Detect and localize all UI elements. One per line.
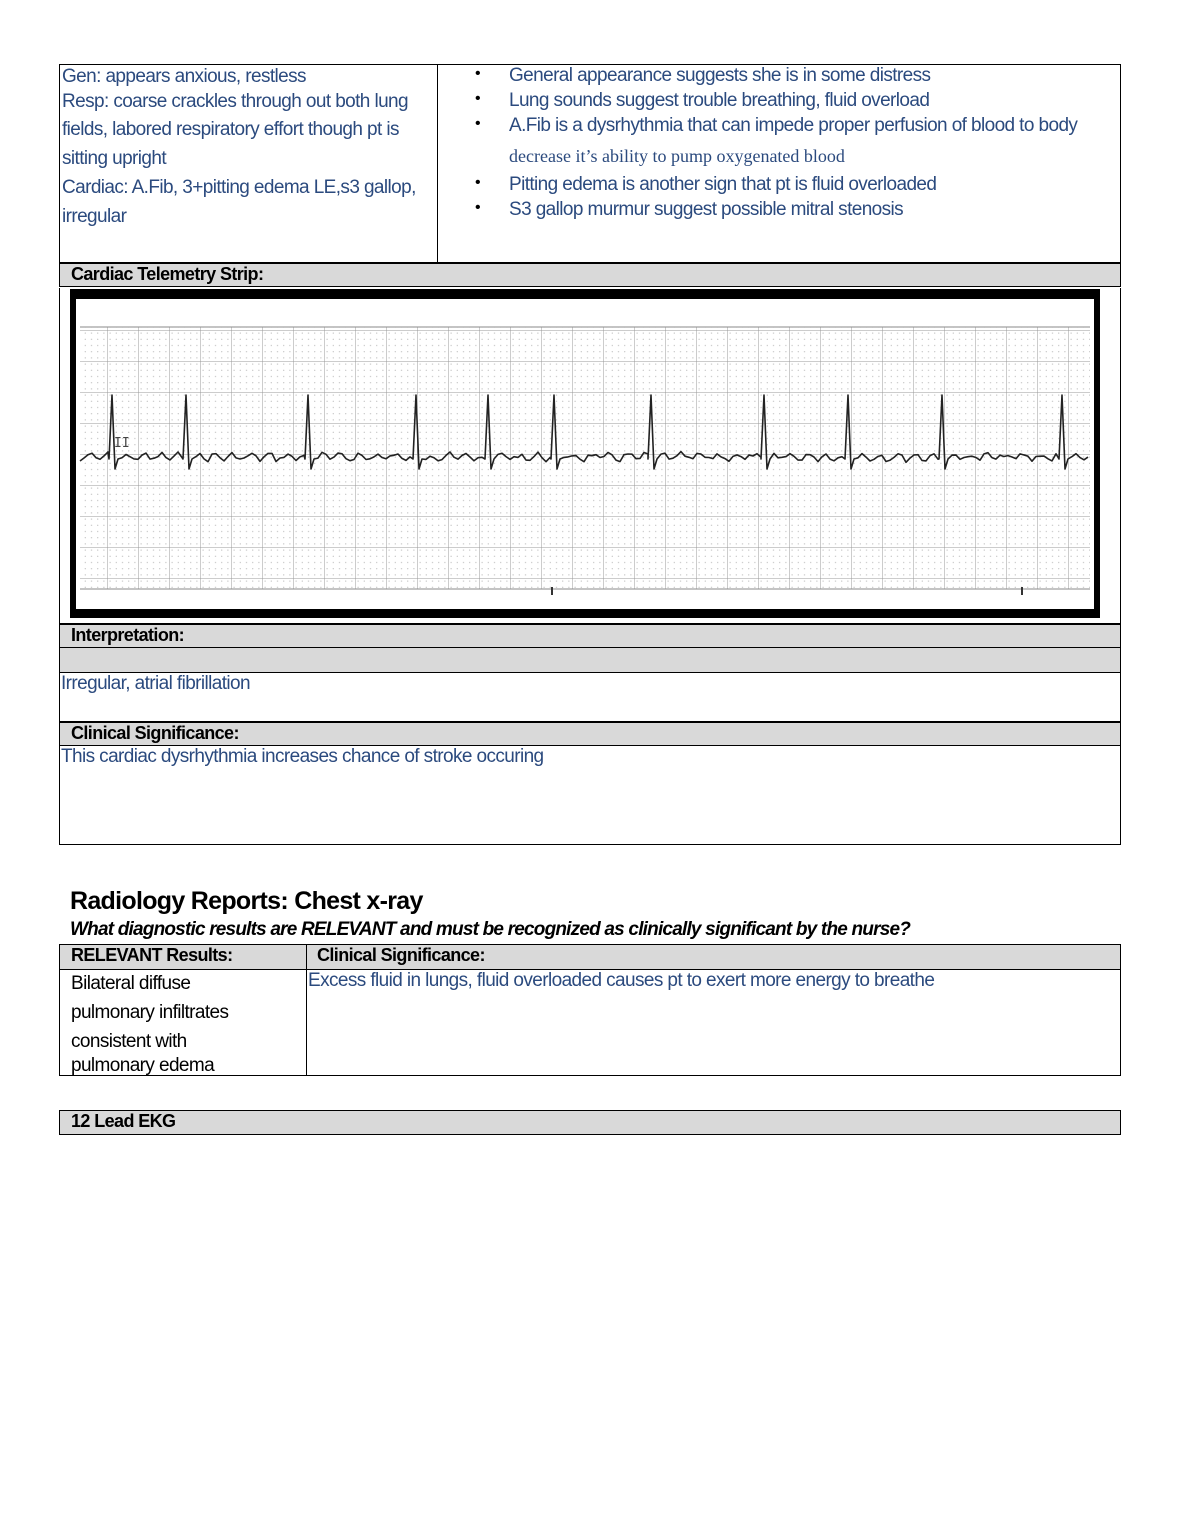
ecg-strip-svg xyxy=(76,299,1094,609)
column-divider xyxy=(306,945,307,1075)
clinical-significance-text: This cardiac dysrhythmia increases chance of stroke occuring xyxy=(61,746,544,767)
interpretation-text: Irregular, atrial fibrillation xyxy=(61,673,250,694)
result-line: pulmonary edema xyxy=(71,1055,215,1076)
finding-cardiac: Cardiac: A.Fib, 3+pitting edema LE,s3 gallop, xyxy=(62,177,416,198)
col-relevant-results: RELEVANT Results: xyxy=(71,945,233,965)
finding-cardiac-cont: irregular xyxy=(62,206,127,227)
result-line: pulmonary infiltrates xyxy=(71,1002,229,1023)
assessment-findings xyxy=(60,65,438,262)
result-line: Bilateral diffuse xyxy=(71,973,191,994)
radiology-significance-text: Excess fluid in lungs, fluid overloaded causes pt to exert more energy to breathe xyxy=(308,970,935,991)
clinical-significance-header: Clinical Significance: xyxy=(59,721,1121,746)
radiology-question: What diagnostic results are RELEVANT and must be recognized as clinically significant by the nurse? xyxy=(70,919,911,940)
rationale-continuation: decrease it’s ability to pump oxygenated blood xyxy=(509,146,845,166)
bullet-icon: • xyxy=(475,115,481,132)
interpretation-header: Interpretation: xyxy=(59,623,1121,648)
col-clinical-significance: Clinical Significance: xyxy=(317,945,485,965)
finding-resp-cont: fields, labored respiratory effort though pt is xyxy=(62,119,399,140)
telemetry-header: Cardiac Telemetry Strip: xyxy=(59,262,1121,287)
telemetry-strip-image xyxy=(70,289,1100,618)
result-line: consistent with xyxy=(71,1031,187,1052)
bullet-icon: • xyxy=(475,65,481,82)
clinical-significance-row xyxy=(59,746,1121,845)
bullet-icon: • xyxy=(475,199,481,216)
bullet-icon: • xyxy=(475,90,481,107)
radiology-table xyxy=(59,944,1121,1076)
ekg-header: 12 Lead EKG xyxy=(59,1110,1121,1135)
lead-label: II xyxy=(114,436,130,451)
interpretation-row xyxy=(59,673,1121,722)
interpretation-blank-row xyxy=(59,648,1121,673)
relevant-results-cell xyxy=(71,969,301,1075)
finding-gen: Gen: appears anxious, restless xyxy=(62,66,306,87)
finding-resp-cont2: sitting upright xyxy=(62,148,167,169)
radiology-table-header xyxy=(60,945,1120,970)
finding-resp: Resp: coarse crackles through out both lung xyxy=(62,91,408,112)
assessment-table xyxy=(59,64,1121,263)
radiology-title: Radiology Reports: Chest x-ray xyxy=(70,887,423,915)
assessment-rationale: • General appearance suggests she is in some distress • Lung sounds suggest trouble breathing, fluid overload • A.Fib is a dysrhythmia that can impede proper perfusion of blood to body decrease it’s ability to pump oxygenated blood • Pitting edema is another sign that pt is fluid overloaded • S3 gallop murmur suggest possible mitral stenosis xyxy=(475,65,1078,220)
bullet-icon: • xyxy=(475,174,481,191)
